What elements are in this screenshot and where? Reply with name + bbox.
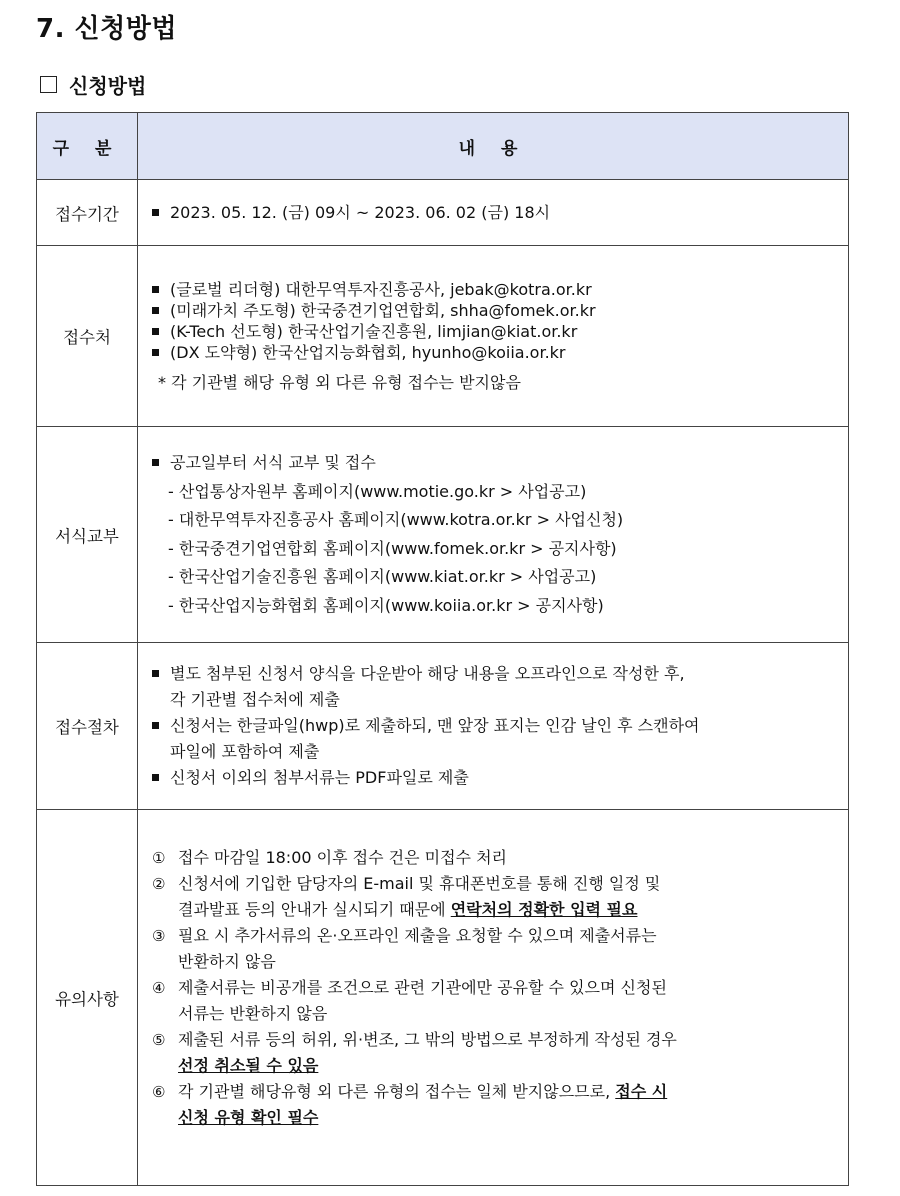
label-period: 접수기간 bbox=[37, 180, 138, 246]
row-period bbox=[37, 180, 849, 246]
list-item: 공고일부터 서식 교부 및 접수 bbox=[152, 449, 838, 478]
bullet-square-icon bbox=[152, 449, 170, 478]
content-procedure bbox=[138, 643, 849, 810]
header-category: 구 분 bbox=[37, 113, 138, 180]
list-item-continued: 각 기관별 접수처에 제출 bbox=[170, 690, 340, 709]
row-procedure bbox=[37, 643, 849, 810]
list-item: ④ 제출서류는 비공개를 조건으로 관련 기관에만 공유할 수 있으며 신청된 bbox=[152, 977, 667, 997]
emphasis-text: 연락처의 정확한 입력 필요 bbox=[450, 899, 638, 919]
table-header-row bbox=[37, 113, 849, 180]
list-item: 별도 첨부된 신청서 양식을 다운받아 해당 내용을 오프라인으로 작성한 후, bbox=[152, 661, 838, 687]
list-item-continued bbox=[152, 1053, 838, 1079]
row-notes bbox=[37, 810, 849, 1186]
bullet-square-icon bbox=[152, 765, 170, 791]
list-item-continued bbox=[152, 1105, 838, 1131]
label-notes: 유의사항 bbox=[37, 810, 138, 1186]
bullet-square-icon bbox=[152, 300, 170, 321]
list-item: ⑤ 제출된 서류 등의 허위, 위·변조, 그 밖의 방법으로 부정하게 작성된 경우 bbox=[152, 1029, 677, 1049]
list-item-continued: 반환하지 않음 bbox=[178, 951, 276, 971]
emphasis-text: 접수 시 bbox=[615, 1081, 668, 1101]
list-item-continued: 파일에 포함하여 제출 bbox=[170, 742, 320, 761]
row-office bbox=[37, 246, 849, 427]
list-item: (DX 도약형) 한국산업지능화협회, hyunho@koiia.or.kr bbox=[152, 342, 838, 363]
list-item: 신청서는 한글파일(hwp)로 제출하되, 맨 앞장 표지는 인감 날인 후 스캔하여 bbox=[152, 713, 838, 739]
list-item: - 한국산업지능화협회 홈페이지(www.koiia.or.kr > 공지사항) bbox=[168, 595, 604, 615]
application-method-table bbox=[36, 112, 849, 1186]
content-office bbox=[138, 246, 849, 427]
header-content: 내 용 bbox=[138, 113, 849, 180]
label-office: 접수처 bbox=[37, 246, 138, 427]
bullet-square-icon bbox=[152, 321, 170, 342]
list-item: ② 신청서에 기입한 담당자의 E-mail 및 휴대폰번호를 통해 진행 일정 및 bbox=[152, 873, 661, 893]
content-period bbox=[138, 180, 849, 246]
list-item: ③ 필요 시 추가서류의 온·오프라인 제출을 요청할 수 있으며 제출서류는 bbox=[152, 925, 657, 945]
label-forms: 서식교부 bbox=[37, 427, 138, 643]
bullet-square-icon bbox=[152, 200, 170, 226]
section-subtitle bbox=[40, 70, 146, 99]
content-notes bbox=[138, 810, 849, 1186]
list-item: ① 접수 마감일 18:00 이후 접수 건은 미접수 처리 bbox=[152, 847, 508, 867]
list-item: 2023. 05. 12. (금) 09시 ~ 2023. 06. 02 (금) 18시 bbox=[152, 200, 838, 226]
subtitle-text: 신청방법 bbox=[69, 74, 147, 98]
page-title: 7. 신청방법 bbox=[36, 14, 177, 44]
list-item-continued: 서류는 반환하지 않음 bbox=[178, 1003, 328, 1023]
checkbox-square-icon bbox=[40, 76, 57, 93]
list-item: (K-Tech 선도형) 한국산업기술진흥원, limjian@kiat.or.kr bbox=[152, 321, 838, 342]
list-item: (미래가치 주도형) 한국중견기업연합회, shha@fomek.or.kr bbox=[152, 300, 838, 321]
list-item-continued: 결과발표 등의 안내가 실시되기 때문에 연락처의 정확한 입력 필요 bbox=[178, 899, 638, 919]
content-forms bbox=[138, 427, 849, 643]
row-forms bbox=[37, 427, 849, 643]
list-item: (글로벌 리더형) 대한무역투자진흥공사, jebak@kotra.or.kr bbox=[152, 279, 838, 300]
label-procedure: 접수절차 bbox=[37, 643, 138, 810]
list-item: - 한국중견기업연합회 홈페이지(www.fomek.or.kr > 공지사항) bbox=[168, 538, 617, 558]
bullet-square-icon bbox=[152, 279, 170, 300]
emphasis-text: 선정 취소될 수 있음 bbox=[178, 1055, 319, 1075]
emphasis-text: 신청 유형 확인 필수 bbox=[178, 1107, 319, 1127]
office-note: * 각 기관별 해당 유형 외 다른 유형 접수는 받지않음 bbox=[158, 373, 521, 392]
bullet-square-icon bbox=[152, 661, 170, 687]
list-item: - 대한무역투자진흥공사 홈페이지(www.kotra.or.kr > 사업신청) bbox=[168, 510, 624, 529]
list-item: - 산업통상자원부 홈페이지(www.motie.go.kr > 사업공고) bbox=[168, 481, 587, 501]
bullet-square-icon bbox=[152, 342, 170, 363]
bullet-square-icon bbox=[152, 713, 170, 739]
list-item: ⑥ 각 기관별 해당유형 외 다른 유형의 접수는 일체 받지않으므로, 접수 시 bbox=[152, 1081, 668, 1101]
list-item: 신청서 이외의 첨부서류는 PDF파일로 제출 bbox=[152, 765, 838, 791]
list-item: - 한국산업기술진흥원 홈페이지(www.kiat.or.kr > 사업공고) bbox=[168, 567, 597, 586]
